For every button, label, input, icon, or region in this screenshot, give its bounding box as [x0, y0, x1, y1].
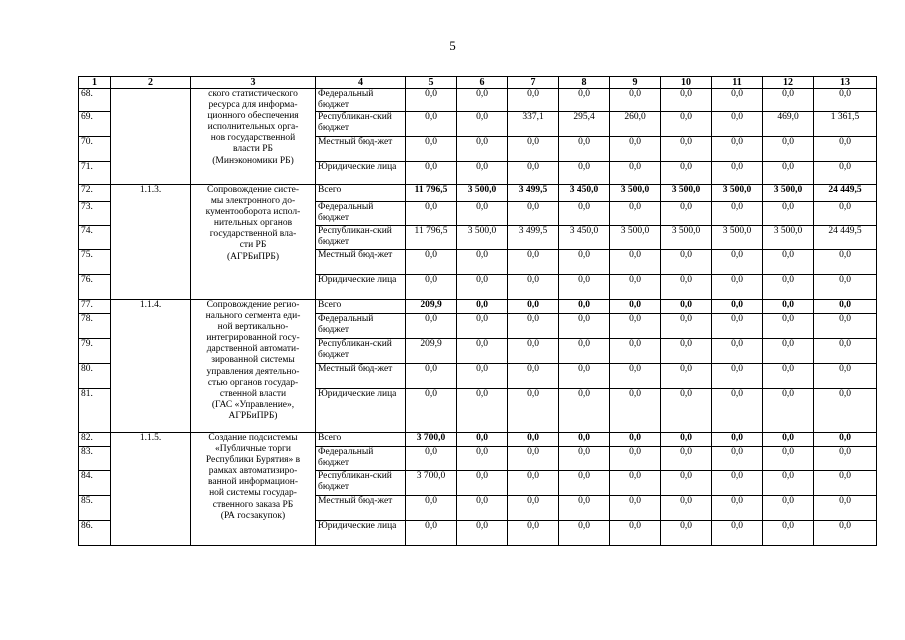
- amount-cell: 3 499,5: [508, 185, 559, 202]
- row-number: 78.: [79, 314, 111, 339]
- amount-cell: 209,9: [406, 300, 457, 314]
- amount-cell: 1 361,5: [814, 112, 877, 137]
- column-header: 11: [712, 77, 763, 89]
- funding-source: Всего: [316, 185, 406, 202]
- amount-cell: 0,0: [559, 364, 610, 389]
- measure-name-line: исполнительных орга-: [207, 122, 299, 133]
- amount-cell: 0,0: [457, 364, 508, 389]
- amount-cell: 0,0: [559, 339, 610, 364]
- row-number: 81.: [79, 389, 111, 433]
- amount-cell: 0,0: [661, 250, 712, 275]
- amount-cell: 0,0: [406, 496, 457, 521]
- amount-cell: 0,0: [457, 202, 508, 226]
- amount-cell: 0,0: [610, 471, 661, 496]
- amount-cell: 0,0: [712, 275, 763, 300]
- measure-name-line: кументооборота испол-: [205, 207, 301, 218]
- amount-cell: 0,0: [508, 250, 559, 275]
- amount-cell: 0,0: [712, 389, 763, 433]
- amount-cell: 3 500,0: [457, 185, 508, 202]
- amount-cell: 0,0: [457, 471, 508, 496]
- amount-cell: 24 449,5: [814, 185, 877, 202]
- amount-cell: 0,0: [508, 521, 559, 546]
- amount-cell: 0,0: [610, 521, 661, 546]
- page-number: 5: [449, 38, 456, 53]
- measure-name-line: нительных органов: [213, 218, 293, 229]
- amount-cell: 0,0: [508, 89, 559, 112]
- amount-cell: 0,0: [661, 364, 712, 389]
- amount-cell: 0,0: [610, 314, 661, 339]
- amount-cell: 3 500,0: [610, 185, 661, 202]
- column-header: 13: [814, 77, 877, 89]
- amount-cell: 0,0: [457, 162, 508, 185]
- measure-name-line: (РА госзакупок): [220, 510, 286, 521]
- column-header: 2: [111, 77, 191, 89]
- amount-cell: 0,0: [661, 447, 712, 471]
- amount-cell: 0,0: [406, 447, 457, 471]
- funding-source: Федеральный бюджет: [316, 447, 406, 471]
- row-number: 79.: [79, 339, 111, 364]
- amount-cell: 0,0: [661, 389, 712, 433]
- row-number: 85.: [79, 496, 111, 521]
- row-number: 72.: [79, 185, 111, 202]
- amount-cell: 0,0: [712, 496, 763, 521]
- amount-cell: 0,0: [814, 250, 877, 275]
- amount-cell: 0,0: [763, 339, 814, 364]
- amount-cell: 0,0: [610, 275, 661, 300]
- measure-name-line: Создание подсистемы: [208, 433, 298, 443]
- amount-cell: 3 450,0: [559, 226, 610, 250]
- amount-cell: 0,0: [661, 314, 712, 339]
- amount-cell: 3 500,0: [712, 185, 763, 202]
- column-header: 3: [191, 77, 316, 89]
- measure-name-line: (Минэкономики РБ): [212, 155, 294, 166]
- amount-cell: 0,0: [406, 112, 457, 137]
- row-number: 75.: [79, 250, 111, 275]
- amount-cell: 0,0: [712, 300, 763, 314]
- amount-cell: 0,0: [661, 300, 712, 314]
- column-header: 6: [457, 77, 508, 89]
- measure-name-line: стью органов государ-: [207, 377, 299, 388]
- amount-cell: 0,0: [457, 112, 508, 137]
- amount-cell: 0,0: [712, 162, 763, 185]
- measure-name-line: (АГРБиПРБ): [226, 251, 280, 262]
- amount-cell: 0,0: [712, 137, 763, 162]
- row-number: 74.: [79, 226, 111, 250]
- amount-cell: 0,0: [406, 250, 457, 275]
- amount-cell: 3 500,0: [763, 226, 814, 250]
- measure-name: [191, 300, 316, 433]
- amount-cell: 0,0: [814, 339, 877, 364]
- measure-name: [191, 433, 316, 546]
- amount-cell: 0,0: [457, 339, 508, 364]
- column-header: 7: [508, 77, 559, 89]
- amount-cell: 0,0: [406, 202, 457, 226]
- amount-cell: 0,0: [610, 339, 661, 364]
- column-header: 5: [406, 77, 457, 89]
- amount-cell: 0,0: [559, 433, 610, 447]
- amount-cell: 0,0: [712, 112, 763, 137]
- amount-cell: 0,0: [559, 521, 610, 546]
- amount-cell: 0,0: [763, 162, 814, 185]
- amount-cell: 0,0: [763, 137, 814, 162]
- amount-cell: 0,0: [610, 89, 661, 112]
- amount-cell: 3 450,0: [559, 185, 610, 202]
- amount-cell: 0,0: [814, 521, 877, 546]
- measure-name-line: ционного обеспечения: [207, 111, 299, 122]
- amount-cell: 0,0: [508, 314, 559, 339]
- measure-name-line: АГРБиПРБ): [228, 410, 278, 421]
- amount-cell: 0,0: [406, 137, 457, 162]
- amount-cell: 0,0: [661, 112, 712, 137]
- amount-cell: 3 500,0: [763, 185, 814, 202]
- amount-cell: 0,0: [559, 275, 610, 300]
- measure-name-line: ственного заказа РБ: [212, 499, 294, 510]
- amount-cell: 0,0: [508, 202, 559, 226]
- amount-cell: 0,0: [457, 314, 508, 339]
- row-number: 84.: [79, 471, 111, 496]
- amount-cell: 0,0: [814, 364, 877, 389]
- row-number: 73.: [79, 202, 111, 226]
- amount-cell: 24 449,5: [814, 226, 877, 250]
- amount-cell: 0,0: [814, 300, 877, 314]
- funding-source: Республикан-ский бюджет: [316, 226, 406, 250]
- amount-cell: 0,0: [763, 275, 814, 300]
- amount-cell: 0,0: [559, 496, 610, 521]
- amount-cell: 0,0: [814, 275, 877, 300]
- amount-cell: 0,0: [814, 433, 877, 447]
- amount-cell: 0,0: [610, 202, 661, 226]
- amount-cell: 0,0: [508, 300, 559, 314]
- measure-name-line: (ГАС «Управление»,: [211, 399, 295, 410]
- table-row: [79, 89, 877, 112]
- row-number: 69.: [79, 112, 111, 137]
- measure-name-line: рамках автоматизиро-: [208, 466, 298, 477]
- amount-cell: 3 500,0: [712, 226, 763, 250]
- amount-cell: 0,0: [457, 89, 508, 112]
- amount-cell: 0,0: [763, 521, 814, 546]
- measure-name-line: ственной власти: [219, 388, 287, 399]
- funding-source: Всего: [316, 300, 406, 314]
- amount-cell: 0,0: [763, 364, 814, 389]
- amount-cell: 0,0: [406, 314, 457, 339]
- funding-source: Местный бюд-жет: [316, 496, 406, 521]
- table-body: [79, 89, 877, 546]
- row-number: 71.: [79, 162, 111, 185]
- amount-cell: 0,0: [661, 521, 712, 546]
- funding-source: Федеральный бюджет: [316, 89, 406, 112]
- row-number: 70.: [79, 137, 111, 162]
- amount-cell: 0,0: [457, 496, 508, 521]
- amount-cell: 0,0: [610, 250, 661, 275]
- measure-name-line: ресурса для информа-: [208, 100, 298, 111]
- amount-cell: 295,4: [559, 112, 610, 137]
- amount-cell: 0,0: [814, 447, 877, 471]
- amount-cell: 3 500,0: [661, 226, 712, 250]
- measure-name-line: Республики Бурятия» в: [205, 455, 301, 466]
- row-number: 76.: [79, 275, 111, 300]
- amount-cell: 11 796,5: [406, 185, 457, 202]
- amount-cell: 3 499,5: [508, 226, 559, 250]
- amount-cell: 0,0: [457, 389, 508, 433]
- amount-cell: 0,0: [508, 137, 559, 162]
- amount-cell: 0,0: [814, 162, 877, 185]
- funding-source: Республикан-ский бюджет: [316, 112, 406, 137]
- funding-source: Юридические лица: [316, 521, 406, 546]
- amount-cell: 0,0: [457, 137, 508, 162]
- amount-cell: 3 700,0: [406, 433, 457, 447]
- amount-cell: 0,0: [406, 89, 457, 112]
- amount-cell: 11 796,5: [406, 226, 457, 250]
- amount-cell: 0,0: [763, 89, 814, 112]
- table-row: [79, 185, 877, 202]
- amount-cell: 0,0: [814, 471, 877, 496]
- amount-cell: 0,0: [406, 162, 457, 185]
- column-header: 4: [316, 77, 406, 89]
- amount-cell: 0,0: [814, 314, 877, 339]
- measure-name-line: нов государственной: [210, 133, 296, 144]
- measure-code: 1.1.5.: [111, 433, 191, 546]
- measure-name-line: Сопровождение регио-: [206, 300, 300, 310]
- amount-cell: 0,0: [712, 364, 763, 389]
- amount-cell: 0,0: [610, 447, 661, 471]
- budget-table: [78, 76, 877, 546]
- amount-cell: 260,0: [610, 112, 661, 137]
- amount-cell: 3 500,0: [661, 185, 712, 202]
- amount-cell: 0,0: [661, 496, 712, 521]
- header-row: [79, 77, 877, 89]
- measure-name-line: нального сегмента еди-: [205, 311, 301, 322]
- funding-source: Федеральный бюджет: [316, 202, 406, 226]
- amount-cell: 469,0: [763, 112, 814, 137]
- amount-cell: 0,0: [712, 447, 763, 471]
- amount-cell: 0,0: [457, 300, 508, 314]
- measure-name-line: «Публичные торги: [215, 444, 291, 455]
- table-row: [79, 433, 877, 447]
- funding-source: Местный бюд-жет: [316, 250, 406, 275]
- column-header: 12: [763, 77, 814, 89]
- amount-cell: 0,0: [712, 89, 763, 112]
- amount-cell: 337,1: [508, 112, 559, 137]
- funding-source: Республикан-ский бюджет: [316, 339, 406, 364]
- amount-cell: 0,0: [814, 89, 877, 112]
- funding-source: Федеральный бюджет: [316, 314, 406, 339]
- measure-code: 1.1.3.: [111, 185, 191, 300]
- amount-cell: 0,0: [610, 364, 661, 389]
- amount-cell: 0,0: [712, 521, 763, 546]
- amount-cell: 0,0: [661, 202, 712, 226]
- row-number: 86.: [79, 521, 111, 546]
- measure-name: [191, 185, 316, 300]
- amount-cell: 0,0: [763, 496, 814, 521]
- amount-cell: 0,0: [406, 521, 457, 546]
- amount-cell: 0,0: [712, 202, 763, 226]
- table-row: [79, 300, 877, 314]
- amount-cell: 0,0: [559, 314, 610, 339]
- row-number: 68.: [79, 89, 111, 112]
- funding-source: Юридические лица: [316, 389, 406, 433]
- amount-cell: 0,0: [508, 389, 559, 433]
- amount-cell: 0,0: [814, 137, 877, 162]
- funding-source: Юридические лица: [316, 162, 406, 185]
- amount-cell: 0,0: [559, 89, 610, 112]
- amount-cell: 0,0: [712, 339, 763, 364]
- amount-cell: 0,0: [610, 496, 661, 521]
- row-number: 83.: [79, 447, 111, 471]
- amount-cell: 0,0: [457, 275, 508, 300]
- measure-name-line: управления деятельно-: [206, 366, 300, 377]
- column-header: 1: [79, 77, 111, 89]
- amount-cell: 0,0: [712, 471, 763, 496]
- measure-name: [191, 89, 316, 185]
- amount-cell: 0,0: [610, 300, 661, 314]
- amount-cell: 0,0: [610, 433, 661, 447]
- measure-name-line: ной вертикально-: [217, 322, 289, 333]
- measure-name-line: власти РБ: [233, 144, 273, 155]
- column-header: 9: [610, 77, 661, 89]
- amount-cell: 0,0: [814, 496, 877, 521]
- amount-cell: 0,0: [610, 162, 661, 185]
- row-number: 82.: [79, 433, 111, 447]
- measure-name-line: ского статистического: [208, 89, 298, 99]
- measure-name-line: государственной вла-: [209, 229, 297, 240]
- measure-name-line: Сопровождение систе-: [206, 185, 300, 195]
- measure-name-line: ванной информацион-: [208, 477, 298, 488]
- amount-cell: 0,0: [712, 314, 763, 339]
- amount-cell: 0,0: [406, 364, 457, 389]
- amount-cell: 0,0: [457, 447, 508, 471]
- funding-source: Местный бюд-жет: [316, 137, 406, 162]
- amount-cell: 0,0: [559, 300, 610, 314]
- amount-cell: 0,0: [763, 314, 814, 339]
- amount-cell: 0,0: [661, 433, 712, 447]
- amount-cell: 0,0: [763, 300, 814, 314]
- amount-cell: 0,0: [763, 250, 814, 275]
- amount-cell: 209,9: [406, 339, 457, 364]
- amount-cell: 0,0: [508, 275, 559, 300]
- column-header: 10: [661, 77, 712, 89]
- amount-cell: 0,0: [763, 447, 814, 471]
- measure-code: 1.1.4.: [111, 300, 191, 433]
- amount-cell: 3 700,0: [406, 471, 457, 496]
- amount-cell: 0,0: [661, 471, 712, 496]
- column-header: 8: [559, 77, 610, 89]
- amount-cell: 0,0: [457, 433, 508, 447]
- funding-source: Местный бюд-жет: [316, 364, 406, 389]
- amount-cell: 0,0: [508, 339, 559, 364]
- amount-cell: 0,0: [559, 162, 610, 185]
- amount-cell: 0,0: [763, 471, 814, 496]
- measure-name-line: дарственной автомати-: [206, 344, 300, 355]
- amount-cell: 0,0: [559, 137, 610, 162]
- row-number: 77.: [79, 300, 111, 314]
- amount-cell: 0,0: [763, 389, 814, 433]
- funding-source: Всего: [316, 433, 406, 447]
- amount-cell: 0,0: [610, 389, 661, 433]
- amount-cell: 0,0: [406, 275, 457, 300]
- amount-cell: 3 500,0: [610, 226, 661, 250]
- amount-cell: 0,0: [559, 447, 610, 471]
- amount-cell: 0,0: [661, 275, 712, 300]
- measure-name-line: интегрированной госу-: [206, 333, 300, 344]
- measure-name-line: зированной системы: [211, 355, 295, 366]
- amount-cell: 0,0: [814, 389, 877, 433]
- funding-source: Республикан-ский бюджет: [316, 471, 406, 496]
- amount-cell: 0,0: [559, 471, 610, 496]
- amount-cell: 0,0: [508, 162, 559, 185]
- measure-name-line: мы электронного до-: [210, 196, 296, 207]
- funding-source: Юридические лица: [316, 275, 406, 300]
- amount-cell: 0,0: [763, 202, 814, 226]
- amount-cell: 0,0: [508, 496, 559, 521]
- amount-cell: 0,0: [814, 202, 877, 226]
- amount-cell: 3 500,0: [457, 226, 508, 250]
- amount-cell: 0,0: [661, 162, 712, 185]
- amount-cell: 0,0: [661, 137, 712, 162]
- amount-cell: 0,0: [457, 250, 508, 275]
- amount-cell: 0,0: [610, 137, 661, 162]
- amount-cell: 0,0: [508, 433, 559, 447]
- amount-cell: 0,0: [508, 471, 559, 496]
- amount-cell: 0,0: [559, 202, 610, 226]
- measure-name-line: сти РБ: [239, 240, 267, 251]
- amount-cell: 0,0: [406, 389, 457, 433]
- amount-cell: 0,0: [508, 364, 559, 389]
- amount-cell: 0,0: [508, 447, 559, 471]
- amount-cell: 0,0: [457, 521, 508, 546]
- measure-name-line: ной системы государ-: [209, 488, 297, 499]
- amount-cell: 0,0: [763, 433, 814, 447]
- amount-cell: 0,0: [712, 250, 763, 275]
- amount-cell: 0,0: [559, 389, 610, 433]
- amount-cell: 0,0: [661, 339, 712, 364]
- amount-cell: 0,0: [661, 89, 712, 112]
- row-number: 80.: [79, 364, 111, 389]
- amount-cell: 0,0: [559, 250, 610, 275]
- measure-code: [111, 89, 191, 185]
- amount-cell: 0,0: [712, 433, 763, 447]
